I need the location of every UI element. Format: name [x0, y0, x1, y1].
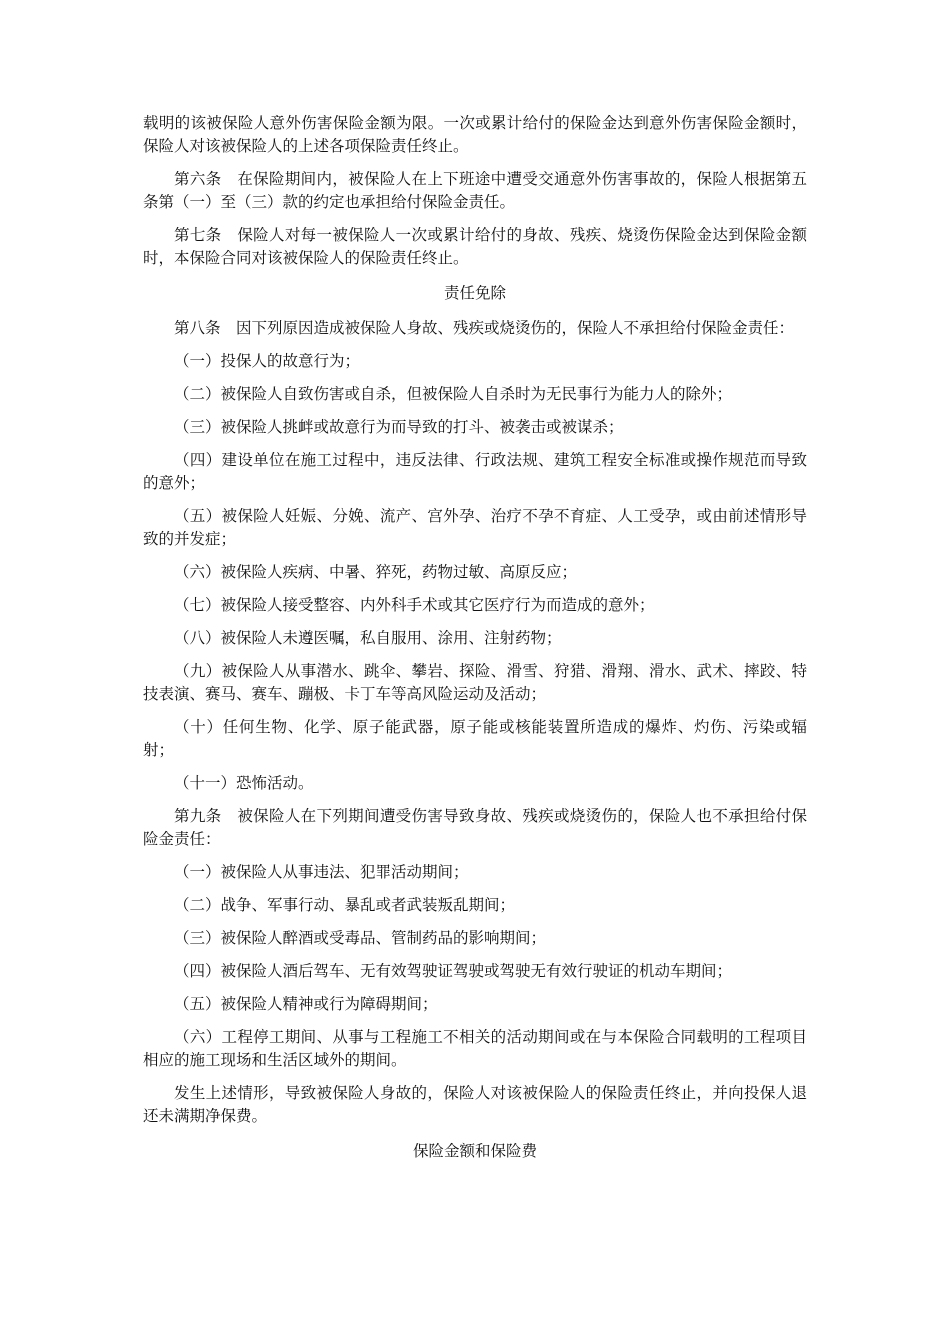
paragraph-continuation: 载明的该被保险人意外伤害保险金额为限。一次或累计给付的保险金达到意外伤害保险金额时，保险人对该被保险人的上述各项保险责任终止。: [143, 114, 807, 155]
article-9: 第九条 被保险人在下列期间遭受伤害导致身故、残疾或烧烫伤的，保险人也不承担给付保险金责任：: [143, 807, 807, 848]
article-9-item-3: （三）被保险人醉酒或受毒品、管制药品的影响期间；: [174, 929, 547, 947]
article-8-item-3: （三）被保险人挑衅或故意行为而导致的打斗、被袭击或被谋杀；: [174, 418, 624, 436]
article-8-item-4: （四）建设单位在施工过程中，违反法律、行政法规、建筑工程安全标准或操作规范而导致的意外；: [143, 451, 807, 492]
article-9-item-1: （一）被保险人从事违法、犯罪活动期间；: [174, 863, 469, 881]
article-8-item-7: （七）被保险人接受整容、内外科手术或其它医疗行为而造成的意外；: [174, 596, 655, 614]
article-9-item-6: （六）工程停工期间、从事与工程施工不相关的活动期间或在与本保险合同载明的工程项目相应的施工现场和生活区域外的期间。: [143, 1028, 807, 1069]
article-8-item-2: （二）被保险人自致伤害或自杀，但被保险人自杀时为无民事行为能力人的除外；: [174, 385, 733, 403]
article-9-item-5: （五）被保险人精神或行为障碍期间；: [174, 995, 438, 1013]
section-heading-amount: 保险金额和保险费: [412, 1142, 537, 1160]
article-8-item-5: （五）被保险人妊娠、分娩、流产、宫外孕、治疗不孕不育症、人工受孕，或由前述情形导致的并发症；: [143, 507, 807, 548]
article-9-closing: 发生上述情形，导致被保险人身故的，保险人对该被保险人的保险责任终止，并向投保人退还未满期净保费。: [143, 1084, 807, 1125]
article-9-item-2: （二）战争、军事行动、暴乱或者武装叛乱期间；: [174, 896, 516, 914]
article-8-item-6: （六）被保险人疾病、中暑、猝死，药物过敏、高原反应；: [174, 563, 578, 581]
article-6: 第六条 在保险期间内，被保险人在上下班途中遭受交通意外伤害事故的，保险人根据第五条第（一）至（三）款的约定也承担给付保险金责任。: [143, 170, 807, 211]
section-heading-exclusion: 责任免除: [443, 284, 506, 302]
article-8: 第八条 因下列原因造成被保险人身故、残疾或烧烫伤的，保险人不承担给付保险金责任：: [174, 319, 795, 337]
article-8-item-9: （九）被保险人从事潜水、跳伞、攀岩、探险、滑雪、狩猎、滑翔、滑水、武术、摔跤、特技表演、赛马、赛车、蹦极、卡丁车等高风险运动及活动；: [143, 662, 807, 703]
article-9-item-4: （四）被保险人酒后驾车、无有效驾驶证驾驶或驾驶无有效行驶证的机动车期间；: [174, 962, 733, 980]
article-8-item-11: （十一）恐怖活动。: [174, 774, 314, 792]
article-7: 第七条 保险人对每一被保险人一次或累计给付的身故、残疾、烧烫伤保险金达到保险金额时，本保险合同对该被保险人的保险责任终止。: [143, 226, 807, 267]
article-8-item-10: （十）任何生物、化学、原子能武器，原子能或核能装置所造成的爆炸、灼伤、污染或辐射；: [143, 718, 807, 759]
article-8-item-8: （八）被保险人未遵医嘱，私自服用、涂用、注射药物；: [174, 629, 562, 647]
document-page: [143, 112, 807, 1175]
article-8-item-1: （一）投保人的故意行为；: [174, 352, 361, 370]
